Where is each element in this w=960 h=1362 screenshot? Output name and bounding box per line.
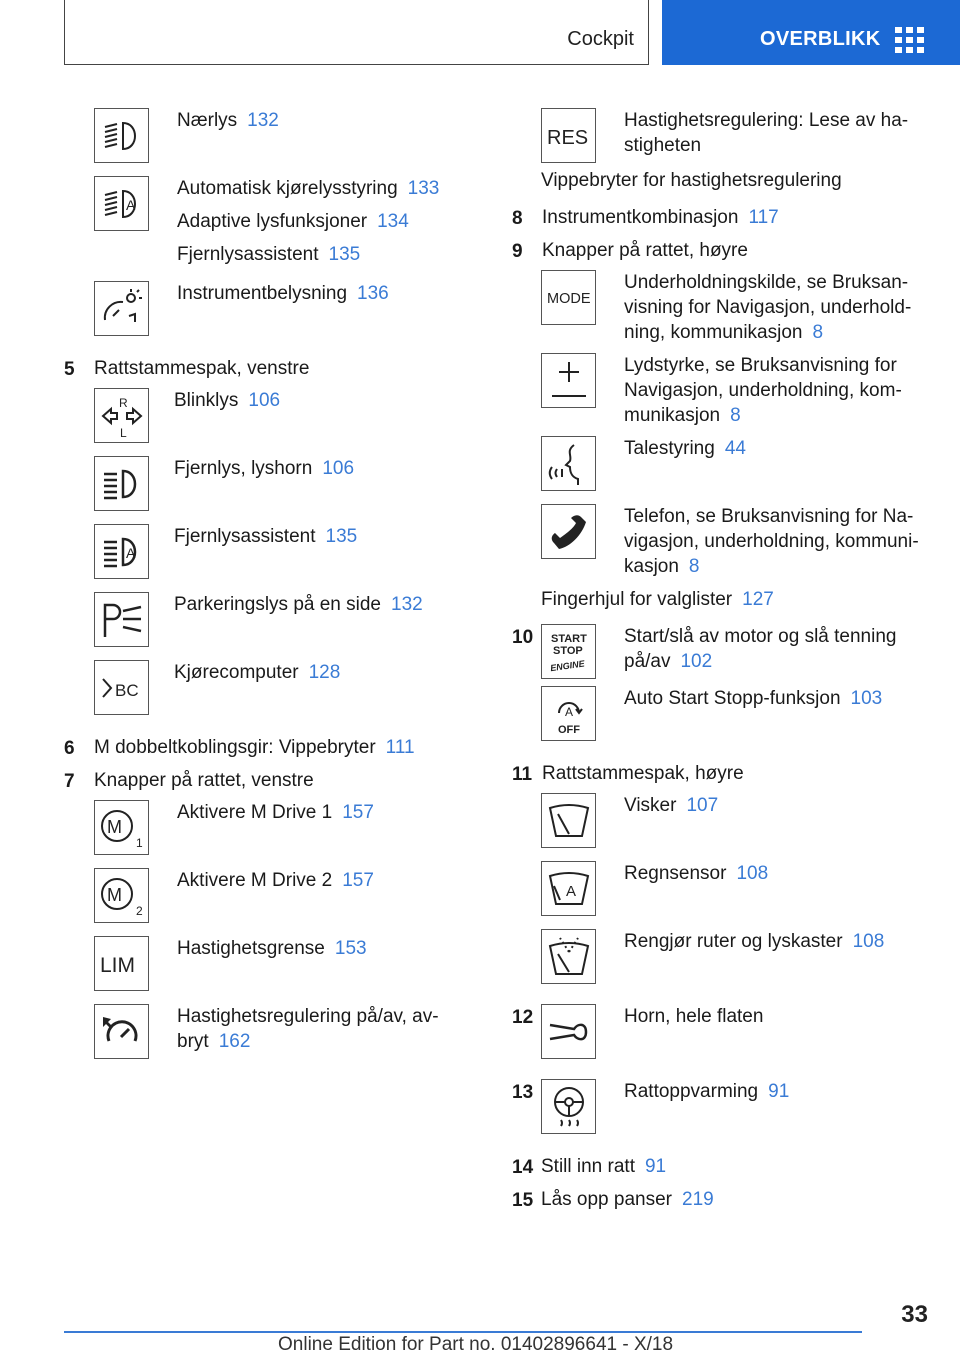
item-number: 6 — [64, 738, 75, 759]
voice-control-icon — [541, 436, 596, 491]
entry-phone — [541, 504, 932, 587]
entry-text: Talestyring — [624, 438, 715, 459]
entry-washer — [541, 929, 932, 984]
washer-icon — [541, 929, 596, 984]
item-label: Knapper på rattet, venstre — [94, 770, 314, 791]
item-label: Knapper på rattet, høyre — [542, 240, 748, 261]
mode-icon — [541, 270, 596, 325]
svg-text:M: M — [106, 816, 122, 837]
item-label: Rattstammespak, høyre — [542, 763, 744, 784]
page-ref-link[interactable]: 135 — [328, 244, 361, 265]
footer-edition-text: Online Edition for Part no. 01402896641 - X/18 — [278, 1334, 674, 1355]
entry-cruise-control — [94, 1004, 464, 1062]
entry-text: Rengjør ruter og lyskaster — [624, 931, 843, 952]
page-ref-link[interactable]: 44 — [724, 438, 746, 459]
page-ref-link[interactable]: 219 — [682, 1189, 714, 1210]
page-ref-link[interactable]: 128 — [308, 662, 341, 683]
item-6 — [64, 735, 464, 761]
entry-text: Regnsensor — [624, 863, 727, 884]
chapter-title: OVERBLIKK — [760, 28, 881, 50]
entry-text: Blinklys — [174, 390, 239, 411]
item-number: 5 — [64, 359, 75, 380]
cruise-control-icon — [94, 1004, 149, 1059]
page-ref-link[interactable]: 153 — [334, 938, 367, 959]
entry-wiper — [541, 793, 932, 848]
page-ref-link[interactable]: 91 — [768, 1081, 790, 1102]
entry-text: Automatisk kjørelysstyring — [177, 178, 398, 199]
entry-text: Navigasjon, underholdning, kom- — [624, 380, 902, 401]
entry-text: Hastighetsgrense — [177, 938, 325, 959]
entry-board-computer — [94, 660, 464, 715]
entry-parking-light — [94, 592, 464, 647]
entry-text: Fingerhjul for valglister — [541, 589, 733, 610]
entry-text: Aktivere M Drive 1 — [177, 802, 333, 823]
entry-text: munikasjon — [624, 405, 721, 426]
high-beam-icon — [94, 456, 149, 511]
item-label: M dobbeltkoblingsgir: Vippebryter — [94, 737, 376, 758]
svg-text:A: A — [564, 704, 573, 719]
page-ref-link[interactable]: 117 — [748, 207, 779, 228]
entry-rain-sensor — [541, 861, 932, 916]
entry-text: Auto Start Stopp-funksjon — [624, 688, 841, 709]
item-label: Lås opp panser — [541, 1189, 672, 1210]
page-ref-link[interactable]: 91 — [644, 1156, 667, 1177]
entry-mode — [541, 270, 932, 353]
item-number: 12 — [512, 1007, 534, 1028]
entry-text: Horn, hele flaten — [624, 1006, 764, 1027]
item-14 — [512, 1154, 932, 1180]
horn-icon — [541, 1004, 596, 1059]
page-ref-link[interactable]: 103 — [850, 688, 883, 709]
entry-text: Fjernlysassistent — [177, 244, 319, 265]
auto-start-stop-icon — [541, 686, 596, 741]
svg-text:A: A — [565, 882, 576, 900]
entry-high-beam-assist — [94, 524, 464, 579]
entry-res — [541, 108, 932, 166]
entry-text: Underholdningskilde, se Bruksan- — [624, 272, 909, 293]
page-ref-link[interactable]: 157 — [342, 802, 374, 823]
entry-voice-control — [541, 436, 932, 491]
entry-volume — [541, 353, 932, 436]
entry-text: på/av — [624, 651, 671, 672]
svg-text:START: START — [550, 632, 587, 645]
item-label: Instrumentkombinasjon — [542, 207, 739, 228]
item-number: 7 — [64, 771, 75, 792]
entry-cruise-rocker — [541, 168, 932, 193]
entry-auto-headlight — [94, 176, 464, 275]
section-title: Cockpit — [567, 28, 634, 50]
item-9 — [512, 238, 932, 264]
item-label: Rattstammespak, venstre — [94, 358, 310, 379]
page-ref-link[interactable]: 134 — [377, 211, 409, 232]
header-chapter-tab[interactable] — [662, 0, 960, 65]
entry-text: Hastighetsregulering på/av, av- — [177, 1006, 439, 1027]
m-drive-2-icon — [94, 868, 149, 923]
entry-text: bryt — [177, 1031, 209, 1052]
item-12 — [512, 1004, 932, 1059]
left-column — [64, 108, 464, 1062]
svg-text:ENGINE: ENGINE — [549, 657, 585, 673]
low-beam-icon — [94, 108, 149, 163]
page-ref-link[interactable]: 108 — [852, 931, 885, 952]
item-number: 14 — [512, 1157, 534, 1178]
svg-text:RES: RES — [546, 126, 588, 149]
steering-heating-icon — [541, 1079, 596, 1134]
entry-text: Rattoppvarming — [624, 1081, 759, 1102]
wiper-icon — [541, 793, 596, 848]
item-11 — [512, 761, 932, 787]
page-ref-link[interactable]: 135 — [325, 526, 358, 547]
entry-text: visning for Navigasjon, underhold- — [624, 297, 912, 318]
entry-m-drive-1 — [94, 800, 464, 855]
entry-speed-limiter — [94, 936, 464, 991]
item-label: Still inn ratt — [541, 1156, 635, 1177]
start-stop-icon — [541, 624, 596, 679]
entry-text: Hastighetsregulering: Lese av ha- — [624, 110, 909, 131]
svg-text:LIM: LIM — [99, 953, 135, 977]
item-7 — [64, 768, 464, 794]
entry-text: kasjon — [624, 556, 679, 577]
parking-light-icon — [94, 592, 149, 647]
svg-text:1: 1 — [135, 835, 143, 850]
item-number: 8 — [512, 208, 523, 229]
entry-auto-start-stop — [541, 686, 932, 741]
entry-instrument-lighting — [94, 281, 464, 336]
page-ref-link[interactable]: 106 — [322, 458, 355, 479]
item-number: 9 — [512, 241, 523, 262]
svg-text:A: A — [125, 544, 135, 561]
phone-icon — [541, 504, 596, 559]
entry-low-beam — [94, 108, 464, 163]
board-computer-icon — [94, 660, 149, 715]
svg-text:OFF: OFF — [557, 723, 580, 736]
svg-text:STOP: STOP — [552, 644, 583, 657]
page-ref-link[interactable]: 157 — [342, 870, 374, 891]
svg-text:A: A — [125, 196, 135, 213]
footer-divider — [64, 1331, 862, 1333]
page-ref-link[interactable]: 108 — [736, 863, 769, 884]
high-beam-assist-icon — [94, 524, 149, 579]
page-ref-link[interactable]: 106 — [248, 390, 281, 411]
m-drive-1-icon — [94, 800, 149, 855]
page-ref-link[interactable]: 132 — [391, 594, 423, 615]
entry-text: Lydstyrke, se Bruksanvisning for — [624, 355, 897, 376]
page-ref-link[interactable]: 8 — [812, 322, 824, 343]
entry-thumbwheel — [541, 587, 932, 612]
entry-text: vigasjon, underholdning, kommuni- — [624, 531, 919, 552]
page-ref-link[interactable]: 102 — [680, 651, 713, 672]
entry-text: Telefon, se Bruksanvisning for Na- — [624, 506, 914, 527]
item-13 — [512, 1079, 932, 1134]
volume-icon — [541, 353, 596, 408]
entry-text: Vippebryter for hastighetsregulering — [541, 170, 842, 191]
item-number: 15 — [512, 1190, 534, 1211]
turn-signal-icon — [94, 388, 149, 443]
page-ref-link[interactable]: 133 — [407, 178, 440, 199]
speed-limiter-icon — [94, 936, 149, 991]
entry-text: ning, kommunikasjon — [624, 322, 803, 343]
entry-text: Fjernlys, lyshorn — [174, 458, 313, 479]
entry-text: Kjørecomputer — [174, 662, 299, 683]
page-ref-link[interactable]: 8 — [688, 556, 700, 577]
svg-text:M: M — [106, 884, 122, 905]
entry-text: Parkeringslys på en side — [174, 594, 381, 615]
entry-turn-signal — [94, 388, 464, 443]
page-ref-link[interactable]: 111 — [385, 737, 415, 758]
svg-text:MODE: MODE — [546, 290, 590, 307]
item-number: 11 — [512, 764, 533, 785]
page-ref-link[interactable]: 132 — [247, 110, 279, 131]
right-column — [512, 108, 932, 1213]
page-ref-link[interactable]: 8 — [730, 405, 741, 426]
page-number: 33 — [901, 1301, 928, 1328]
entry-text: Adaptive lysfunksjoner — [177, 211, 368, 232]
svg-text:BC: BC — [114, 680, 139, 700]
entry-text: Aktivere M Drive 2 — [177, 870, 333, 891]
item-15 — [512, 1187, 932, 1213]
item-number: 10 — [512, 627, 534, 648]
rain-sensor-icon — [541, 861, 596, 916]
item-number: 13 — [512, 1082, 534, 1103]
svg-text:L: L — [119, 425, 127, 439]
entry-text: stigheten — [624, 135, 702, 156]
header-section-tab — [64, 0, 649, 65]
entry-m-drive-2 — [94, 868, 464, 923]
item-10 — [512, 624, 932, 682]
svg-text:R: R — [118, 395, 128, 410]
instrument-lighting-icon — [94, 281, 149, 336]
entry-text: Instrumentbelysning — [177, 283, 348, 304]
page-ref-link[interactable]: 136 — [357, 283, 389, 304]
entry-high-beam — [94, 456, 464, 511]
entry-text: Fjernlysassistent — [174, 526, 316, 547]
entry-text: Start/slå av motor og slå tenning — [624, 626, 897, 647]
page-ref-link[interactable]: 162 — [218, 1031, 251, 1052]
grid-menu-icon[interactable] — [895, 27, 925, 53]
res-icon — [541, 108, 596, 163]
auto-headlight-icon — [94, 176, 149, 231]
item-8 — [512, 205, 932, 231]
entry-text: Visker — [624, 795, 677, 816]
item-5 — [64, 356, 464, 382]
page-ref-link[interactable]: 127 — [742, 589, 774, 610]
entry-text: Nærlys — [177, 110, 238, 131]
svg-text:2: 2 — [135, 903, 143, 918]
page-ref-link[interactable]: 107 — [686, 795, 719, 816]
